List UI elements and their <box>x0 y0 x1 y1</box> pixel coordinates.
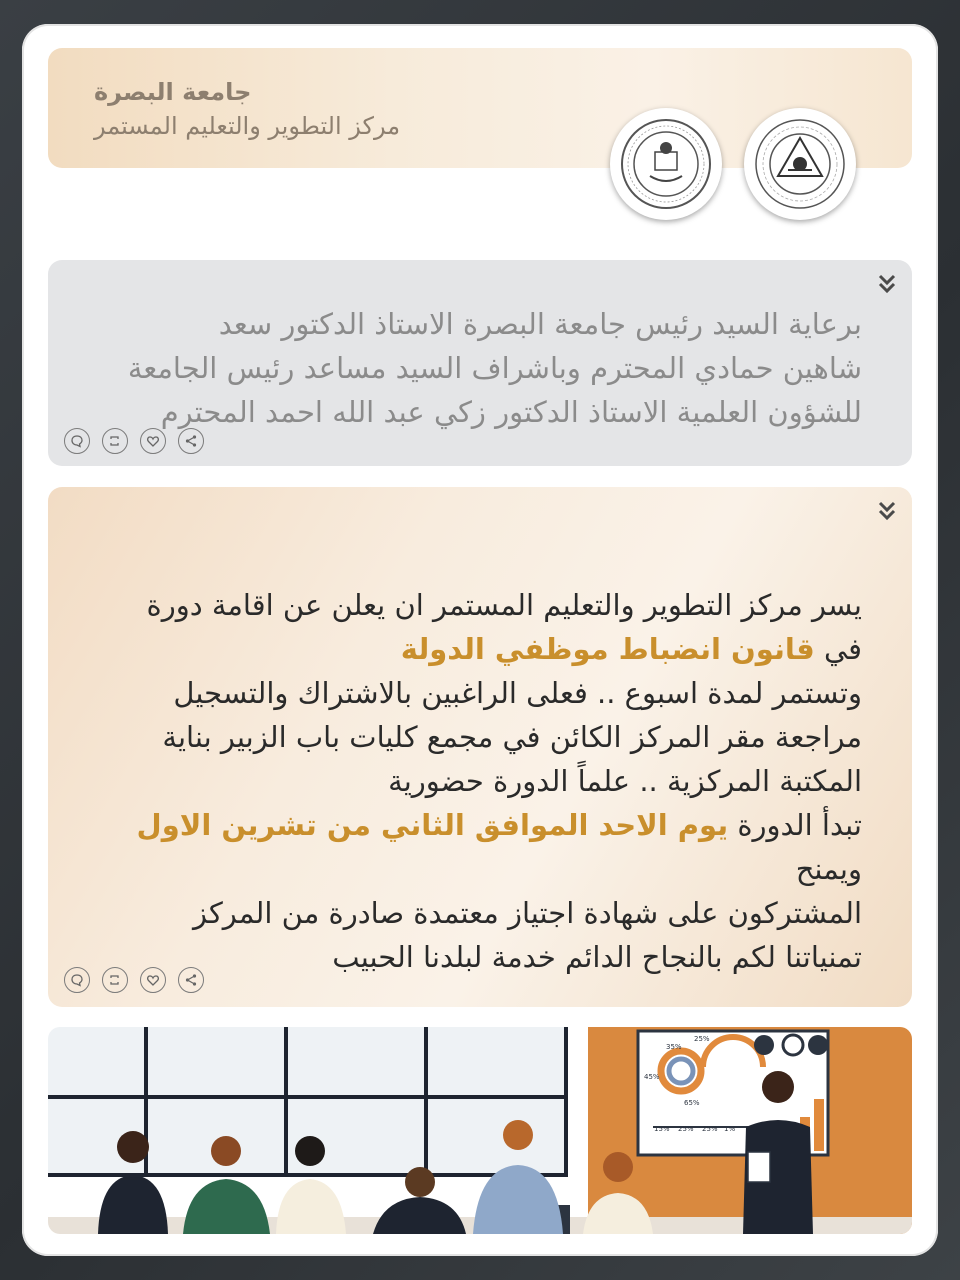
like-icon[interactable] <box>140 428 166 454</box>
university-name: جامعة البصرة <box>94 78 252 106</box>
post-frame <box>22 24 938 1256</box>
chevron-down-icon[interactable] <box>876 499 898 523</box>
center-logo <box>610 108 722 220</box>
chart-label: 45% <box>644 1073 660 1081</box>
repost-icon[interactable] <box>102 967 128 993</box>
chart-label: 35% <box>666 1043 682 1051</box>
post-patronage <box>48 260 912 466</box>
center-name: مركز التطوير والتعليم المستمر <box>94 112 401 140</box>
text-line: المشتركون على شهادة اجتياز معتمدة صادرة من المركز <box>192 896 862 930</box>
text-line: وتستمر لمدة اسبوع .. فعلى الراغبين بالاشتراك والتسجيل <box>173 676 862 710</box>
post-actions <box>64 967 204 993</box>
post-course-announcement <box>48 487 912 1007</box>
post-actions <box>64 428 204 454</box>
course-name: قانون انضباط موظفي الدولة <box>400 632 815 666</box>
chart-label: 25% <box>678 1125 694 1133</box>
post-text <box>62 583 862 979</box>
chart-label: 15% <box>654 1125 670 1133</box>
start-date: يوم الاحد الموافق الثاني من تشرين الاول <box>136 808 729 842</box>
text-line: يسر مركز التطوير والتعليم المستمر ان يعلن عن اقامة دورة <box>146 588 862 622</box>
chart-label: 25% <box>702 1125 718 1133</box>
classroom-illustration <box>48 1027 912 1234</box>
university-logo <box>744 108 856 220</box>
repost-icon[interactable] <box>102 428 128 454</box>
chart-label: 25% <box>694 1035 710 1043</box>
chart-label: 65% <box>684 1099 700 1107</box>
text-line: تمنياتنا لكم بالنجاح الدائم خدمة لبلدنا الحبيب <box>332 940 862 974</box>
training-illustration <box>48 1027 912 1234</box>
chart-label: 1% <box>724 1125 736 1133</box>
comment-icon[interactable] <box>64 967 90 993</box>
post-text: برعاية السيد رئيس جامعة البصرة الاستاذ الدكتور سعد شاهين حمادي المحترم وباشراف السيد مساعد رئيس الجامعة للشؤون العلمية الاستاذ الدكتور زكي عبد الله احمد المحترم <box>127 307 862 429</box>
text-line: المكتبة المركزية .. علماً الدورة حضورية <box>388 764 862 798</box>
like-icon[interactable] <box>140 967 166 993</box>
text-line: ويمنح <box>795 852 862 886</box>
chevron-down-icon[interactable] <box>876 272 898 296</box>
comment-icon[interactable] <box>64 428 90 454</box>
share-icon[interactable] <box>178 967 204 993</box>
share-icon[interactable] <box>178 428 204 454</box>
text-line: في <box>814 632 862 666</box>
text-line: تبدأ الدورة <box>728 808 862 842</box>
text-line: مراجعة مقر المركز الكائن في مجمع كليات باب الزبير بناية <box>162 720 862 754</box>
